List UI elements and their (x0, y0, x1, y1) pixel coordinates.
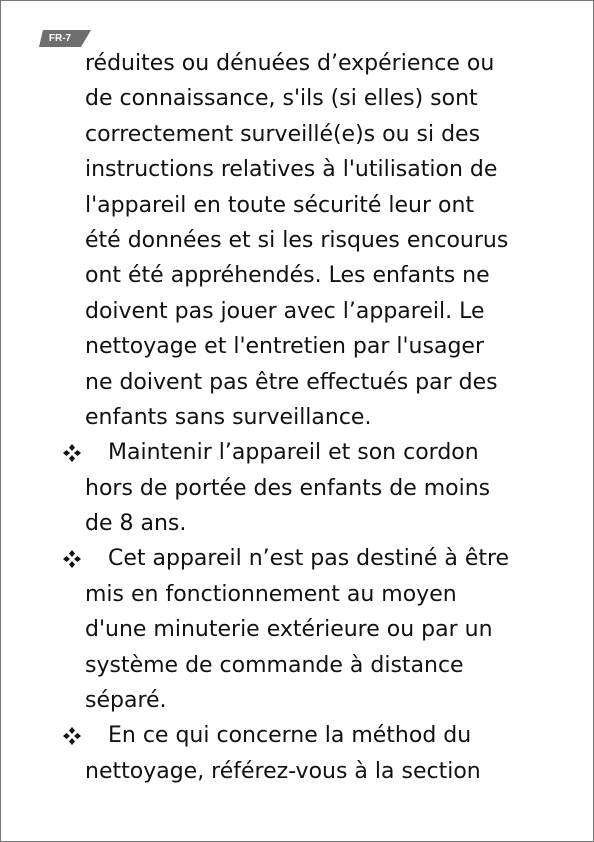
text-line: nettoyage, référez-vous à la section (85, 758, 481, 784)
page-body (63, 46, 563, 789)
four-diamond-icon (63, 444, 81, 462)
text-line: séparé. (85, 688, 167, 714)
text-line: correctement surveillé(e)s ou si des (85, 121, 481, 147)
four-diamond-icon (63, 727, 81, 745)
text-line: de connaissance, s'ils (si elles) sont (85, 86, 478, 112)
bullet-first-line (63, 718, 563, 753)
bullet-item (63, 541, 563, 718)
text-line: doivent pas jouer avec l’appareil. Le (85, 298, 485, 324)
paragraph-continuation (63, 46, 563, 435)
text-line: l'appareil en toute sécurité leur ont (85, 192, 475, 218)
bullet-item (63, 718, 563, 789)
text-line: hors de portée des enfants de moins (85, 475, 491, 501)
text-line: ont été appréhendés. Les enfants ne (85, 263, 490, 289)
text-line: ne doivent pas être effectués par des (85, 369, 498, 395)
bullet-item (63, 435, 563, 541)
bullet-text: Maintenir l’appareil et son cordon (108, 440, 479, 466)
text-line: mis en fonctionnement au moyen (85, 581, 457, 607)
bullet-text: En ce qui concerne la méthod du (108, 723, 472, 749)
text-line: été données et si les risques encourus (85, 227, 509, 253)
text-line: nettoyage et l'entretien par l'usager (85, 334, 484, 360)
bullet-first-line (63, 435, 563, 470)
page-number: FR-7 (48, 33, 72, 44)
four-diamond-icon (63, 550, 81, 568)
text-line: de 8 ans. (85, 511, 187, 537)
text-line: système de commande à distance (85, 652, 464, 678)
bullet-first-line (63, 541, 563, 576)
text-line: enfants sans surveillance. (85, 404, 372, 430)
text-line: réduites ou dénuées d’expérience ou (85, 51, 495, 76)
text-line: instructions relatives à l'utilisation de (85, 157, 498, 183)
page-number-badge (39, 30, 91, 47)
bullet-text: Cet appareil n’est pas destiné à être (108, 546, 510, 572)
text-line: d'une minuterie extérieure ou par un (85, 617, 493, 643)
